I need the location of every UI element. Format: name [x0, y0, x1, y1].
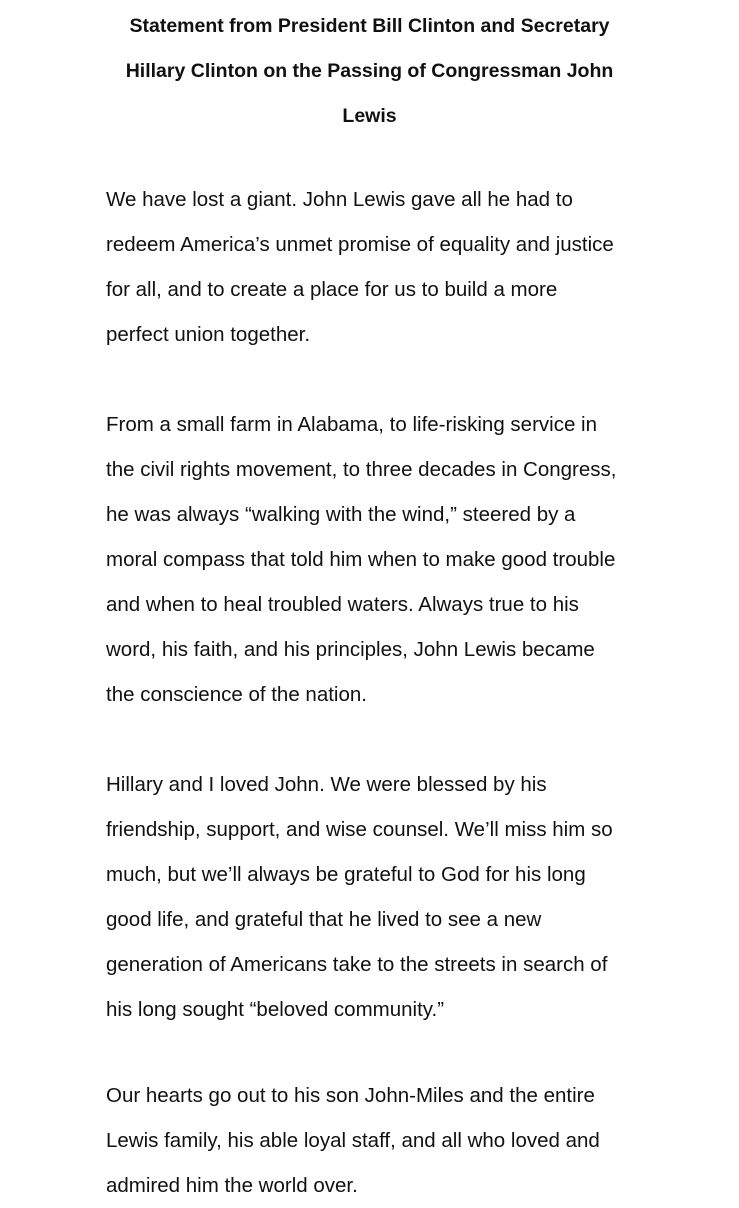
- title-line: Lewis: [342, 105, 397, 127]
- paragraph-lost-a-giant: [106, 177, 706, 357]
- text-line: redeem America’s unmet promise of equality and justice: [106, 233, 614, 256]
- text-line: perfect union together.: [106, 323, 311, 346]
- paragraph-loved-john: [106, 762, 706, 1032]
- text-line: his long sought “beloved community.”: [106, 998, 445, 1021]
- title-line: Hillary Clinton on the Passing of Congressman John: [125, 60, 614, 82]
- document-title: [60, 4, 679, 139]
- text-line: generation of Americans take to the streets in search of: [106, 953, 608, 976]
- text-line: good life, and grateful that he lived to see a new: [106, 908, 542, 931]
- text-line: much, but we’ll always be grateful to God for his long: [106, 863, 586, 886]
- text-line: admired him the world over.: [106, 1174, 358, 1197]
- text-line: moral compass that told him when to make good trouble: [106, 548, 616, 571]
- text-line: he was always “walking with the wind,” steered by a: [106, 503, 576, 526]
- text-line: Our hearts go out to his son John-Miles and the entire: [106, 1084, 595, 1107]
- text-line: and when to heal troubled waters. Always true to his: [106, 593, 579, 616]
- text-line: friendship, support, and wise counsel. We’ll miss him so: [106, 818, 613, 841]
- text-line: Hillary and I loved John. We were blessed by his: [106, 773, 547, 796]
- text-line: word, his faith, and his principles, John Lewis became: [106, 638, 595, 661]
- text-line: From a small farm in Alabama, to life-risking service in: [106, 413, 598, 436]
- paragraph-small-farm: [106, 402, 706, 717]
- title-line: Statement from President Bill Clinton and Secretary: [129, 15, 610, 37]
- text-line: the civil rights movement, to three decades in Congress,: [106, 458, 617, 481]
- text-line: Lewis family, his able loyal staff, and all who loved and: [106, 1129, 600, 1152]
- text-line: for all, and to create a place for us to build a more: [106, 278, 558, 301]
- paragraph-our-hearts: [106, 1073, 706, 1208]
- text-line: the conscience of the nation.: [106, 683, 367, 706]
- text-line: We have lost a giant. John Lewis gave all he had to: [106, 188, 573, 211]
